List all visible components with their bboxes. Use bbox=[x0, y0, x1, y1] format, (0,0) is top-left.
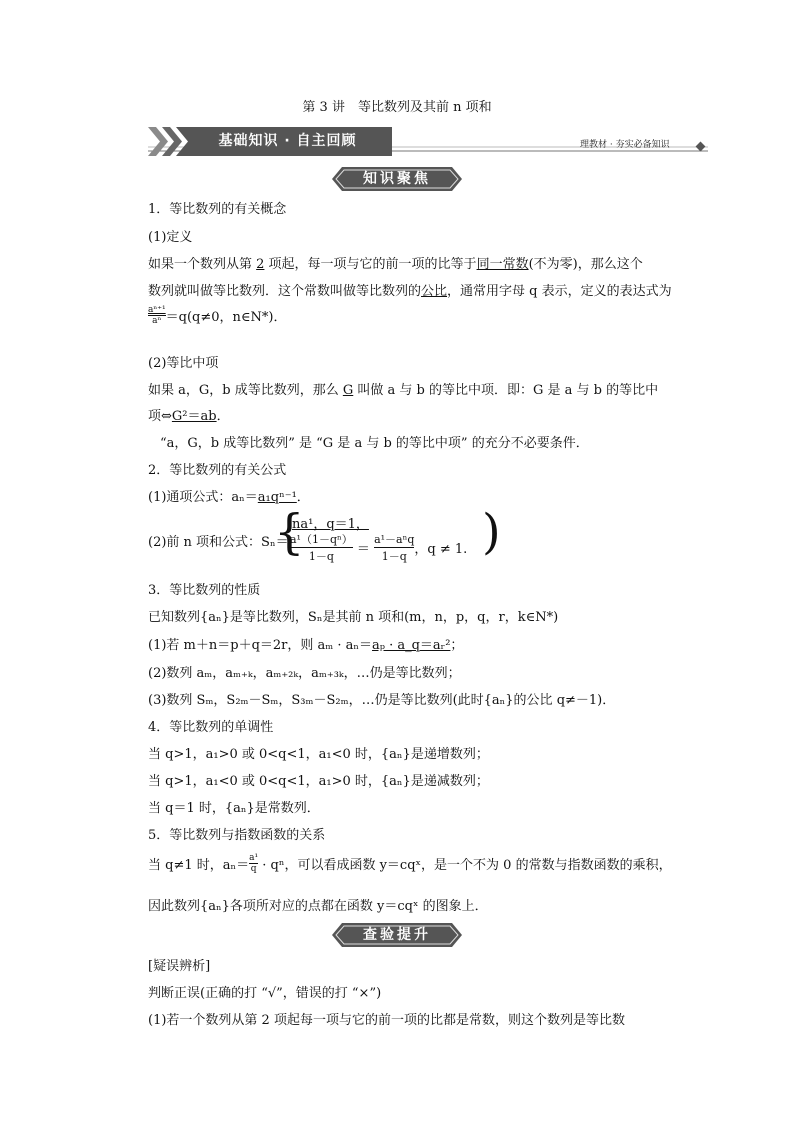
check-question-1: (1)若一个数列从第 2 项起每一项与它的前一项的比都是常数，则这个数列是等比数 bbox=[148, 1013, 625, 1028]
monotonic-2: 当 q>1，a₁<0 或 0<q<1，a₁>0 时，{aₙ}是递减数列； bbox=[148, 774, 489, 789]
numerator: a¹－aⁿq bbox=[374, 533, 415, 546]
mean-line-2 bbox=[148, 405, 230, 424]
answer-blank: a₁qⁿ⁻¹ bbox=[257, 490, 297, 505]
formula-general-term bbox=[148, 486, 310, 505]
section-1-heading: 1．等比数列的有关概念 bbox=[148, 202, 287, 217]
check-label: [疑误辨析] bbox=[148, 959, 211, 974]
text: ； bbox=[450, 638, 464, 653]
check-instruction: 判断正误(正确的打 “√”，错误的打 “×”) bbox=[148, 986, 382, 1001]
text: (1)若 m＋n＝p＋q＝2r，则 aₘ · aₙ＝ bbox=[148, 638, 373, 653]
monotonic-3: 当 q＝1 时，{aₙ}是常数列． bbox=[148, 801, 320, 816]
text: ． bbox=[216, 409, 230, 424]
answer-blank: G²＝ab bbox=[171, 409, 217, 424]
answer-blank: aₚ · a_q＝aᵣ² bbox=[372, 638, 451, 653]
formula-sum-label: (2)前 n 项和公式：Sₙ＝ bbox=[148, 535, 289, 550]
fraction bbox=[374, 531, 414, 564]
text: 如果一个数列从第 bbox=[148, 257, 257, 272]
section-1-sub2: (2)等比中项 bbox=[148, 356, 219, 371]
text: 项⇔ bbox=[148, 409, 172, 424]
banner-title: 基础知识 · 自主回顾 bbox=[218, 133, 357, 149]
numerator: aⁿ⁺¹ bbox=[148, 305, 166, 315]
answer-blank: 公比 bbox=[421, 284, 448, 299]
text: 数列就叫做等比数列．这个常数叫做等比数列的 bbox=[148, 284, 422, 299]
equals: ＝ bbox=[356, 542, 370, 557]
denominator: 1－q bbox=[290, 547, 353, 564]
denominator: 1－q bbox=[374, 547, 414, 564]
section-3-heading: 3．等比数列的性质 bbox=[148, 583, 261, 598]
page-title: 第 3 讲 等比数列及其前 n 项和 bbox=[302, 100, 492, 115]
section-tag-check bbox=[332, 923, 462, 947]
answer-blank: 同一常数 bbox=[476, 257, 529, 272]
monotonic-1: 当 q>1，a₁>0 或 0<q<1，a₁<0 时，{aₙ}是递增数列； bbox=[148, 747, 489, 762]
text: 当 q≠1 时，aₙ＝ bbox=[148, 858, 250, 873]
fraction bbox=[148, 305, 166, 326]
text: · qⁿ，可以看成函数 y＝cqˣ，是一个不为 0 的常数与指数函数的乘积， bbox=[258, 858, 672, 873]
definition-line-1 bbox=[148, 253, 643, 272]
definition-formula bbox=[148, 305, 286, 326]
property-2: (2)数列 aₘ，aₘ₊ₖ，aₘ₊₂ₖ，aₘ₊₃ₖ，…仍是等比数列； bbox=[148, 666, 461, 681]
mean-line-3: “a，G，b 成等比数列” 是 “G 是 a 与 b 的等比中项” 的充分不必要条件． bbox=[160, 436, 589, 451]
numerator: a¹ bbox=[249, 853, 259, 863]
text: ＝q(q≠0，n∈N*)． bbox=[165, 310, 287, 325]
left-brace: { bbox=[274, 504, 305, 560]
sum-case-2 bbox=[290, 531, 467, 564]
property-intro: 已知数列{aₙ}是等比数列，Sₙ是其前 n 项和(m，n，p，q，r，k∈N*) bbox=[148, 610, 559, 625]
section-5-heading: 5．等比数列与指数函数的关系 bbox=[148, 828, 326, 843]
text: ，q ≠ 1. bbox=[414, 542, 468, 557]
text: ，通常用字母 q 表示，定义的表达式为 bbox=[447, 284, 672, 299]
exp-relation-2: 因此数列{aₙ}各项所对应的点都在函数 y＝cqˣ 的图象上． bbox=[148, 899, 488, 914]
property-3: (3)数列 Sₘ，S₂ₘ－Sₘ，S₃ₘ－S₂ₘ，…仍是等比数列(此时{aₙ}的公比 q≠－1)． bbox=[148, 693, 616, 708]
answer-blank: 2 bbox=[256, 257, 265, 272]
mean-line-1 bbox=[148, 379, 658, 398]
right-brace: ) bbox=[482, 504, 501, 560]
section-2-heading: 2．等比数列的有关公式 bbox=[148, 463, 287, 478]
section-4-heading: 4．等比数列的单调性 bbox=[148, 720, 274, 735]
exp-relation-1 bbox=[148, 853, 672, 874]
denominator: q bbox=[250, 864, 257, 874]
text: 叫做 a 与 b 的等比中项．即：G 是 a 与 b 的等比中 bbox=[353, 383, 659, 398]
section-tag-knowledge bbox=[332, 167, 462, 191]
fraction bbox=[249, 853, 258, 874]
property-1 bbox=[148, 634, 463, 653]
section-1-sub1: (1)定义 bbox=[148, 230, 193, 245]
text: 项起，每一项与它的前一项的比等于 bbox=[264, 257, 477, 272]
banner-subtitle: 理教材 · 夯实必备知识 bbox=[580, 140, 670, 150]
definition-line-2 bbox=[148, 280, 672, 299]
sum-case-1: na¹，q＝1， bbox=[292, 517, 369, 532]
text: ． bbox=[296, 490, 310, 505]
section-tag-label: 查验提升 bbox=[363, 927, 431, 943]
numerator: a¹（1－qⁿ） bbox=[290, 533, 353, 546]
denominator: aⁿ bbox=[148, 315, 166, 326]
text: (不为零)，那么这个 bbox=[528, 257, 643, 272]
fraction bbox=[290, 531, 353, 564]
answer-blank: G bbox=[342, 383, 354, 398]
section-tag-label: 知识聚焦 bbox=[363, 171, 431, 187]
text: 如果 a，G，b 成等比数列，那么 bbox=[148, 383, 343, 398]
text: (1)通项公式：aₙ＝ bbox=[148, 490, 258, 505]
